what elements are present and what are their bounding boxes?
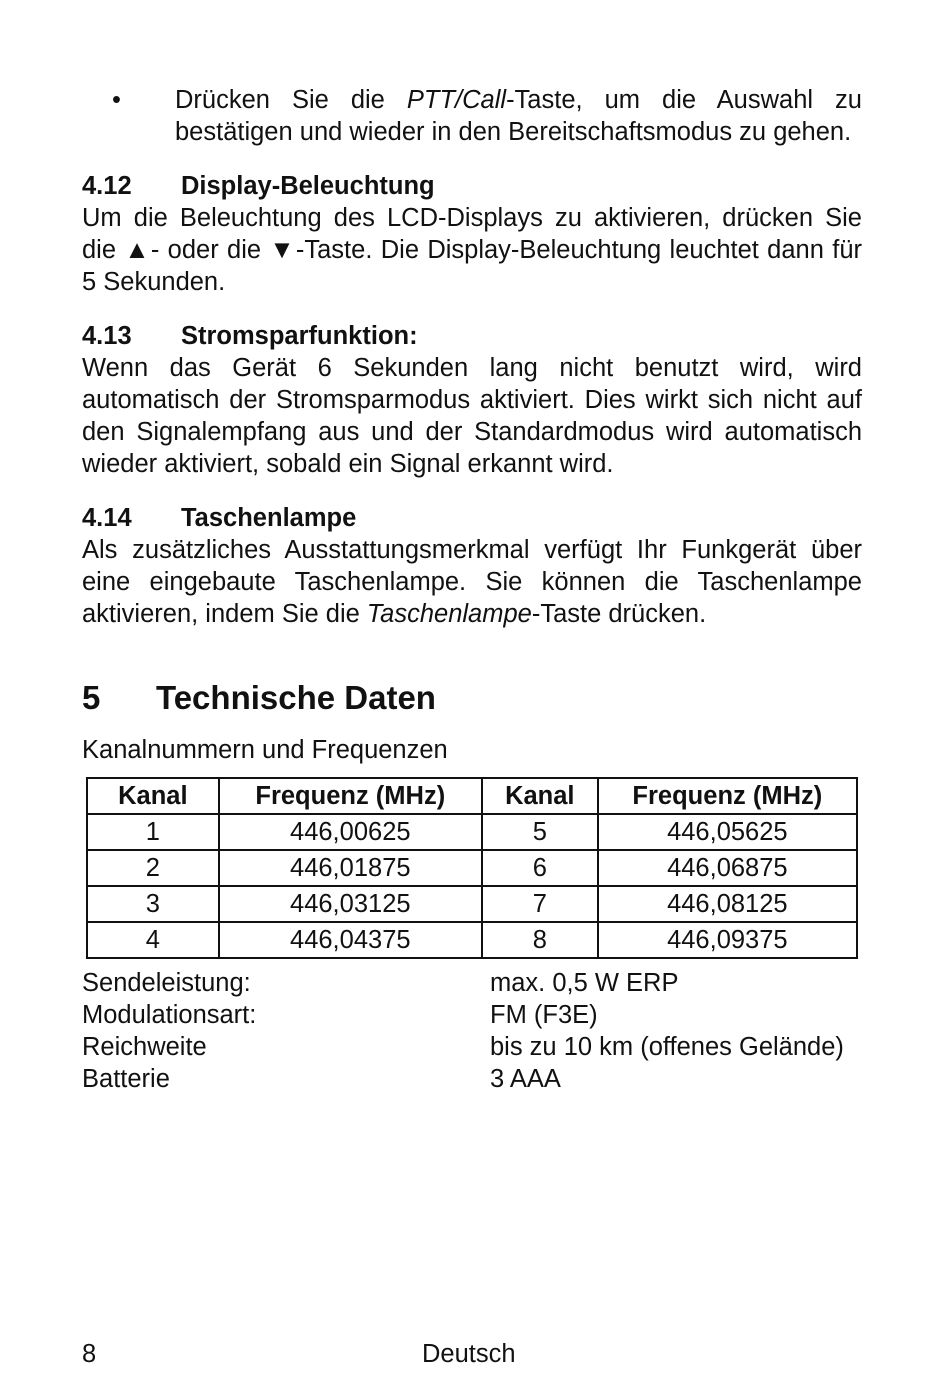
footer-language: Deutsch xyxy=(422,1340,516,1368)
spec-value: max. 0,5 W ERP xyxy=(490,969,679,997)
table-row xyxy=(87,886,857,922)
table-cell: 5 xyxy=(482,814,598,850)
section-number: 4.14 xyxy=(82,504,132,532)
body-text-emphasis: Taschenlampe xyxy=(366,600,532,628)
spec-row xyxy=(82,1031,862,1063)
section-heading-4-13 xyxy=(82,320,862,352)
section-title: Display-Beleuchtung xyxy=(181,172,435,200)
table-row xyxy=(87,814,857,850)
header-cell: Frequenz (MHz) xyxy=(598,778,857,814)
page-number: 8 xyxy=(82,1340,97,1368)
bullet-dot: • xyxy=(112,86,121,114)
table-caption: Kanalnummern und Frequenzen xyxy=(82,736,448,764)
table-cell: 446,00625 xyxy=(219,814,482,850)
table-cell: 3 xyxy=(87,886,219,922)
spec-row xyxy=(82,1063,862,1095)
bullet-item xyxy=(82,84,862,148)
table-cell: 2 xyxy=(87,850,219,886)
table-cell: 446,06875 xyxy=(598,850,857,886)
spec-label: Reichweite xyxy=(82,1033,207,1061)
section-title: Taschenlampe xyxy=(181,504,357,532)
table-cell: 7 xyxy=(482,886,598,922)
section-body-4-14 xyxy=(82,534,862,630)
section-heading-4-12 xyxy=(82,170,862,202)
chapter-number: 5 xyxy=(82,679,101,716)
header-cell: Kanal xyxy=(87,778,219,814)
table-row xyxy=(87,922,857,958)
spec-label: Batterie xyxy=(82,1065,170,1093)
bullet-text-emphasis: PTT/Call xyxy=(406,86,507,114)
table-cell: 446,04375 xyxy=(219,922,482,958)
table-cell: 4 xyxy=(87,922,219,958)
spec-value: 3 AAA xyxy=(490,1065,561,1093)
table-cell: 1 xyxy=(87,814,219,850)
chapter-heading xyxy=(82,678,862,718)
spec-label: Sendeleistung: xyxy=(82,969,251,997)
spec-label: Modulationsart: xyxy=(82,1001,257,1029)
section-body-4-12: Um die Beleuchtung des LCD-Displays zu aktivieren, drücken Sie die ▲- oder die ▼-Taste. Die Display-Beleuchtung leuchtet dann für 5 Sekunden. xyxy=(82,204,862,296)
table-cell: 446,08125 xyxy=(598,886,857,922)
table-cell: 446,09375 xyxy=(598,922,857,958)
bullet-text-pre: Drücken Sie die xyxy=(175,86,407,114)
table-cell: 446,03125 xyxy=(219,886,482,922)
table-cell: 446,05625 xyxy=(598,814,857,850)
section-number: 4.12 xyxy=(82,172,132,200)
bullet-text-post: -Taste, um die Auswahl zu bestätigen und wieder in den Bereitschaftsmodus zu gehen. xyxy=(175,86,862,146)
section-body-4-13: Wenn das Gerät 6 Sekunden lang nicht benutzt wird, wird automatisch der Stromsparmodus aktiviert. Dies wirkt sich nicht auf den Signalempfang aus und der Standardmodus wird automatisch wieder aktiviert, sobald ein Signal erkannt wird. xyxy=(82,354,862,478)
spec-value: bis zu 10 km (offenes Gelände) xyxy=(490,1033,844,1061)
spec-row xyxy=(82,967,862,999)
body-text-pre: Als zusätzliches Ausstattungsmerkmal verfügt Ihr Funkgerät über eine eingebaute Taschenlampe. Sie können die Taschenlampe aktivieren, indem Sie die xyxy=(82,536,862,628)
chapter-title: Technische Daten xyxy=(156,679,436,716)
section-title: Stromsparfunktion: xyxy=(181,322,418,350)
body-text-post: -Taste drücken. xyxy=(531,600,707,628)
header-cell: Frequenz (MHz) xyxy=(219,778,482,814)
table-row xyxy=(87,850,857,886)
table-cell: 8 xyxy=(482,922,598,958)
header-cell: Kanal xyxy=(482,778,598,814)
frequency-table xyxy=(86,777,858,959)
section-number: 4.13 xyxy=(82,322,132,350)
spec-row xyxy=(82,999,862,1031)
table-cell: 6 xyxy=(482,850,598,886)
spec-value: FM (F3E) xyxy=(490,1001,598,1029)
spec-list xyxy=(82,967,862,1095)
table-cell: 446,01875 xyxy=(219,850,482,886)
page-content xyxy=(82,84,862,1095)
table-header-row xyxy=(87,778,857,814)
section-heading-4-14 xyxy=(82,502,862,534)
